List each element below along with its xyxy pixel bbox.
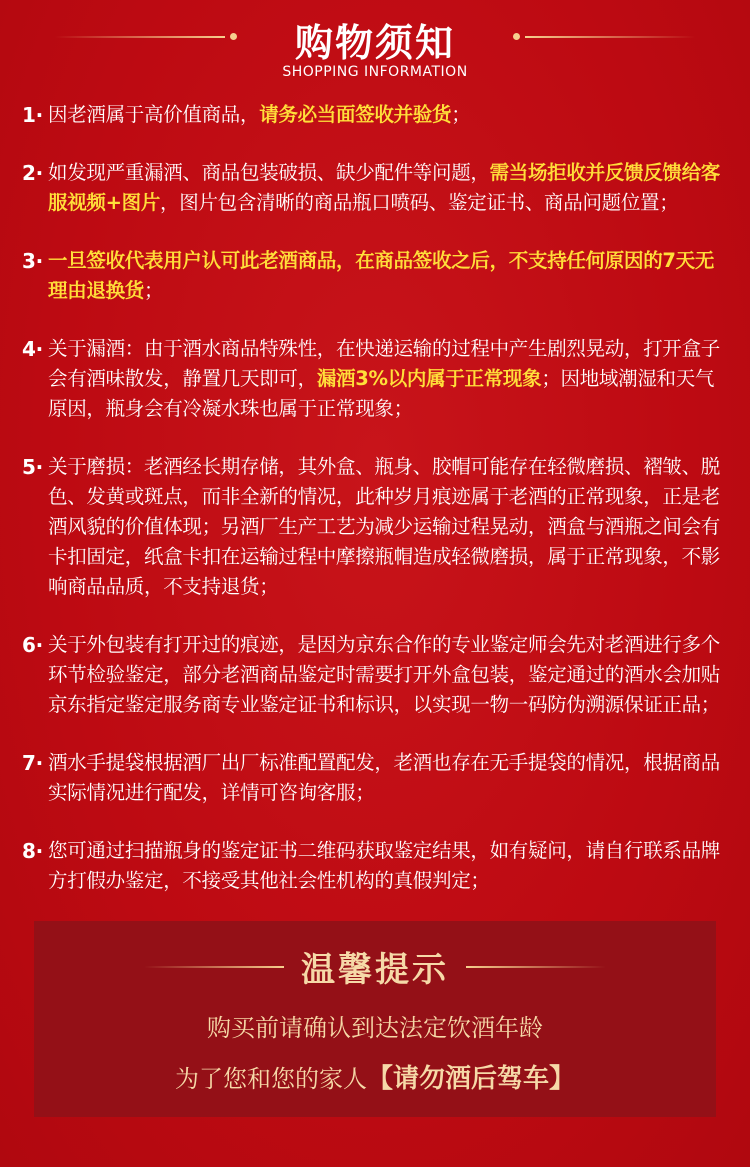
header-divider-right [525, 36, 695, 38]
notice-item-number: 2· [22, 161, 43, 185]
notice-item-text: 您可通过扫描瓶身的鉴定证书二维码获取鉴定结果，如有疑问，请自行联系品牌方打假办鉴定，不接受其他社会性机构的真假判定； [48, 839, 721, 892]
notice-list [0, 100, 750, 924]
notice-item-number: 3· [22, 249, 43, 273]
notice-item [0, 452, 750, 602]
notice-item [0, 630, 750, 720]
tips-panel [34, 921, 716, 1117]
notice-item-number: 6· [22, 633, 43, 657]
notice-item-text: 因老酒属于高价值商品， [48, 103, 260, 126]
tips-drive-prefix: 为了您和您的家人 [174, 1065, 367, 1093]
notice-item [0, 836, 750, 896]
tips-drive-notice [34, 1058, 716, 1095]
page-title: 购物须知 [294, 20, 455, 65]
notice-item-text: 如发现严重漏酒、商品包装破损、缺少配件等问题， [48, 161, 490, 184]
notice-item-text: ； [451, 103, 471, 126]
notice-item-text: ，图片包含清晰的商品瓶口喷码、鉴定证书、商品问题位置； [160, 191, 679, 214]
notice-item-text: ；因地域潮湿和天气原因，瓶身会有冷凝水珠也属于正常现象； [48, 367, 715, 420]
notice-item-highlight: 请务必当面签收并验货 [259, 103, 452, 126]
notice-item-number: 8· [22, 839, 43, 863]
header [0, 0, 750, 90]
notice-item-text: 关于外包装有打开过的痕迹，是因为京东合作的专业鉴定师会先对老酒进行多个环节检验鉴定，部分老酒商品鉴定时需要打开外盒包装，鉴定通过的酒水会加贴京东指定鉴定服务商专业鉴定证书和标识，以实现一物一码防伪溯源保证正品； [48, 633, 721, 716]
tips-title: 温馨提示 [301, 950, 449, 990]
tips-divider-right [466, 966, 606, 968]
notice-item-text: ； [144, 279, 164, 302]
notice-item [0, 100, 750, 130]
notice-item-text: 关于漏酒：由于酒水商品特殊性，在快递运输的过程中产生剧烈晃动，打开盒子会有酒味散发，静置几天即可， [48, 337, 721, 390]
notice-item-highlight: 一旦签收代表用户认可此老酒商品，在商品签收之后，不支持任何原因的7天无理由退换货 [48, 249, 715, 302]
notice-item-highlight: 漏酒3%以内属于正常现象 [316, 367, 542, 390]
notice-item [0, 158, 750, 218]
notice-item-highlight: 需当场拒收并反馈反馈给客服视频+图片 [48, 161, 721, 214]
tips-age-notice: 购买前请确认到达法定饮酒年龄 [207, 1014, 543, 1042]
notice-item-number: 1· [22, 103, 43, 127]
notice-item-text: 关于磨损：老酒经长期存储，其外盒、瓶身、胶帽可能存在轻微磨损、褶皱、脱色、发黄或斑点，而非全新的情况，此种岁月痕迹属于老酒的正常现象，正是老酒风貌的价值体现；另酒厂生产工艺为减少运输过程晃动，酒盒与酒瓶之间会有卡扣固定，纸盒卡扣在运输过程中摩擦瓶帽造成轻微磨损，属于正常现象，不影响商品品质，不支持退货； [48, 455, 721, 598]
notice-item-number: 7· [22, 751, 43, 775]
notice-item [0, 246, 750, 306]
notice-item-text: 酒水手提袋根据酒厂出厂标准配置配发，老酒也存在无手提袋的情况，根据商品实际情况进行配发，详情可咨询客服； [48, 751, 721, 804]
notice-item-number: 4· [22, 337, 43, 361]
notice-item [0, 748, 750, 808]
notice-item [0, 334, 750, 424]
page-subtitle: SHOPPING INFORMATION [282, 64, 468, 80]
tips-drive-warning: 【请勿酒后驾车】 [366, 1064, 575, 1094]
notice-item-number: 5· [22, 455, 43, 479]
header-dot-right [513, 33, 520, 40]
